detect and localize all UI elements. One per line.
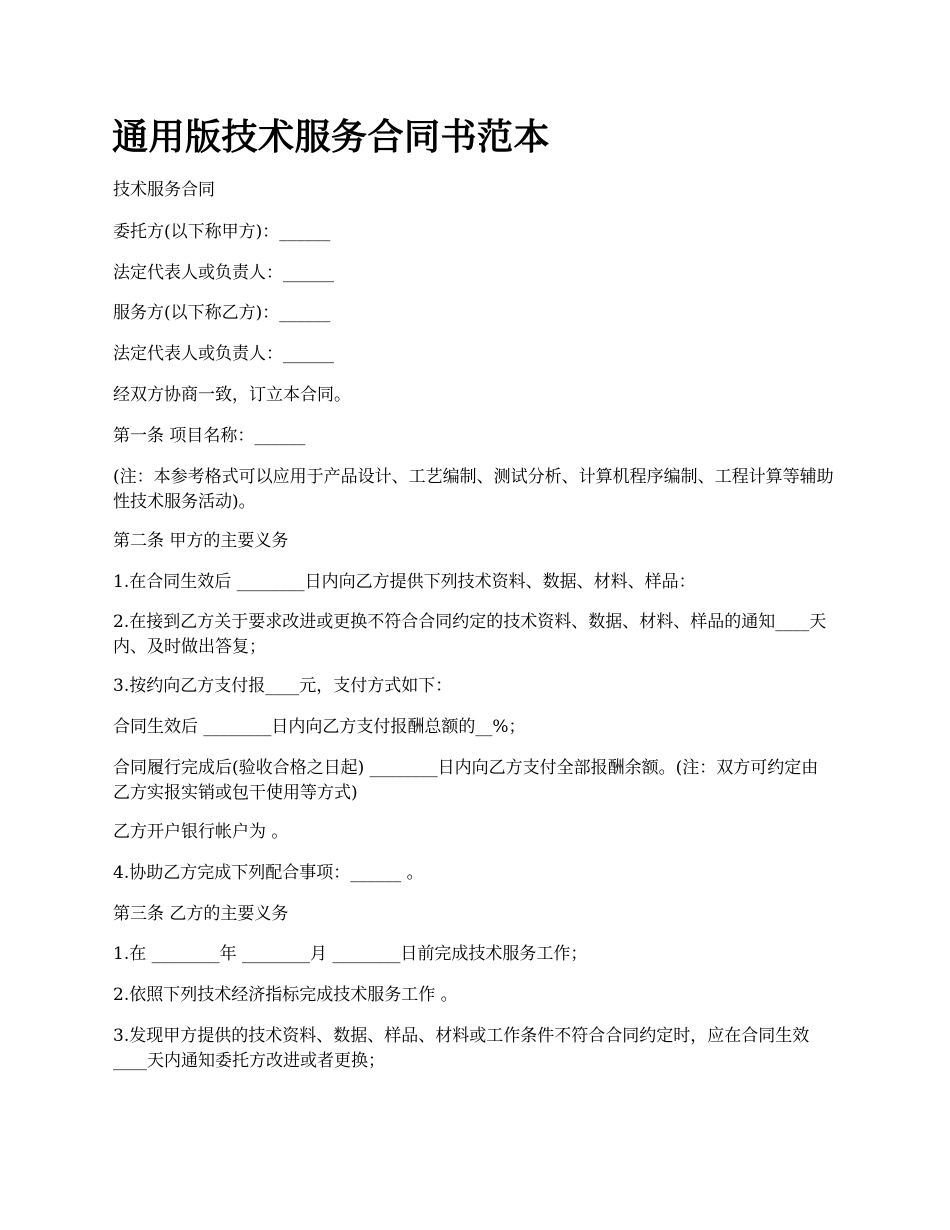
paragraph-payment-balance: 合同履行完成后(验收合格之日起) ________日内向乙方支付全部报酬余额。(注：双方可约定由乙方实报实销或包干使用等方式): [113, 758, 819, 803]
document-title: 通用版技术服务合同书范本: [112, 116, 551, 158]
paragraph-party-b-representative: 法定代表人或负责人：______: [113, 344, 334, 364]
paragraph-contract-heading: 技术服务合同: [113, 180, 215, 200]
paragraph-article-3-item-3: 3.发现甲方提供的技术资料、数据、样品、材料或工作条件不符合合同约定时，应在合同生效____天内通知委托方改进或者更换；: [113, 1026, 810, 1071]
paragraph-payment-first: 合同生效后 ________日内向乙方支付报酬总额的__%；: [113, 717, 526, 737]
paragraph-party-a: 委托方(以下称甲方)：______: [113, 222, 331, 242]
paragraph-article-2-item-2: 2.在接到乙方关于要求改进或更换不符合合同约定的技术资料、数据、材料、样品的通知____天内、及时做出答复；: [113, 612, 827, 657]
paragraph-party-b: 服务方(以下称乙方)：______: [113, 303, 331, 323]
paragraph-article-1: 第一条 项目名称：______: [113, 426, 306, 446]
paragraph-article-3-item-1: 1.在 ________年 ________月 ________日前完成技术服务工作；: [113, 944, 588, 964]
paragraph-article-2-item-1: 1.在合同生效后 ________日内向乙方提供下列技术资料、数据、材料、样品：: [113, 572, 696, 592]
paragraph-article-3-item-2: 2.依照下列技术经济指标完成技术服务工作 。: [113, 985, 458, 1005]
paragraph-note-scope: (注：本参考格式可以应用于产品设计、工艺编制、测试分析、计算机程序编制、工程计算等辅助性技术服务活动)。: [113, 467, 834, 512]
paragraph-party-a-representative: 法定代表人或负责人：______: [113, 263, 334, 283]
paragraph-bank-account: 乙方开户银行帐户为 。: [113, 822, 289, 842]
paragraph-article-2-item-4: 4.协助乙方完成下列配合事项：______ 。: [113, 863, 424, 883]
paragraph-article-2: 第二条 甲方的主要义务: [113, 531, 289, 551]
paragraph-article-2-item-3: 3.按约向乙方支付报____元，支付方式如下：: [113, 676, 453, 696]
paragraph-article-3: 第三条 乙方的主要义务: [113, 904, 289, 924]
paragraph-agreement: 经双方协商一致，订立本合同。: [113, 385, 351, 405]
